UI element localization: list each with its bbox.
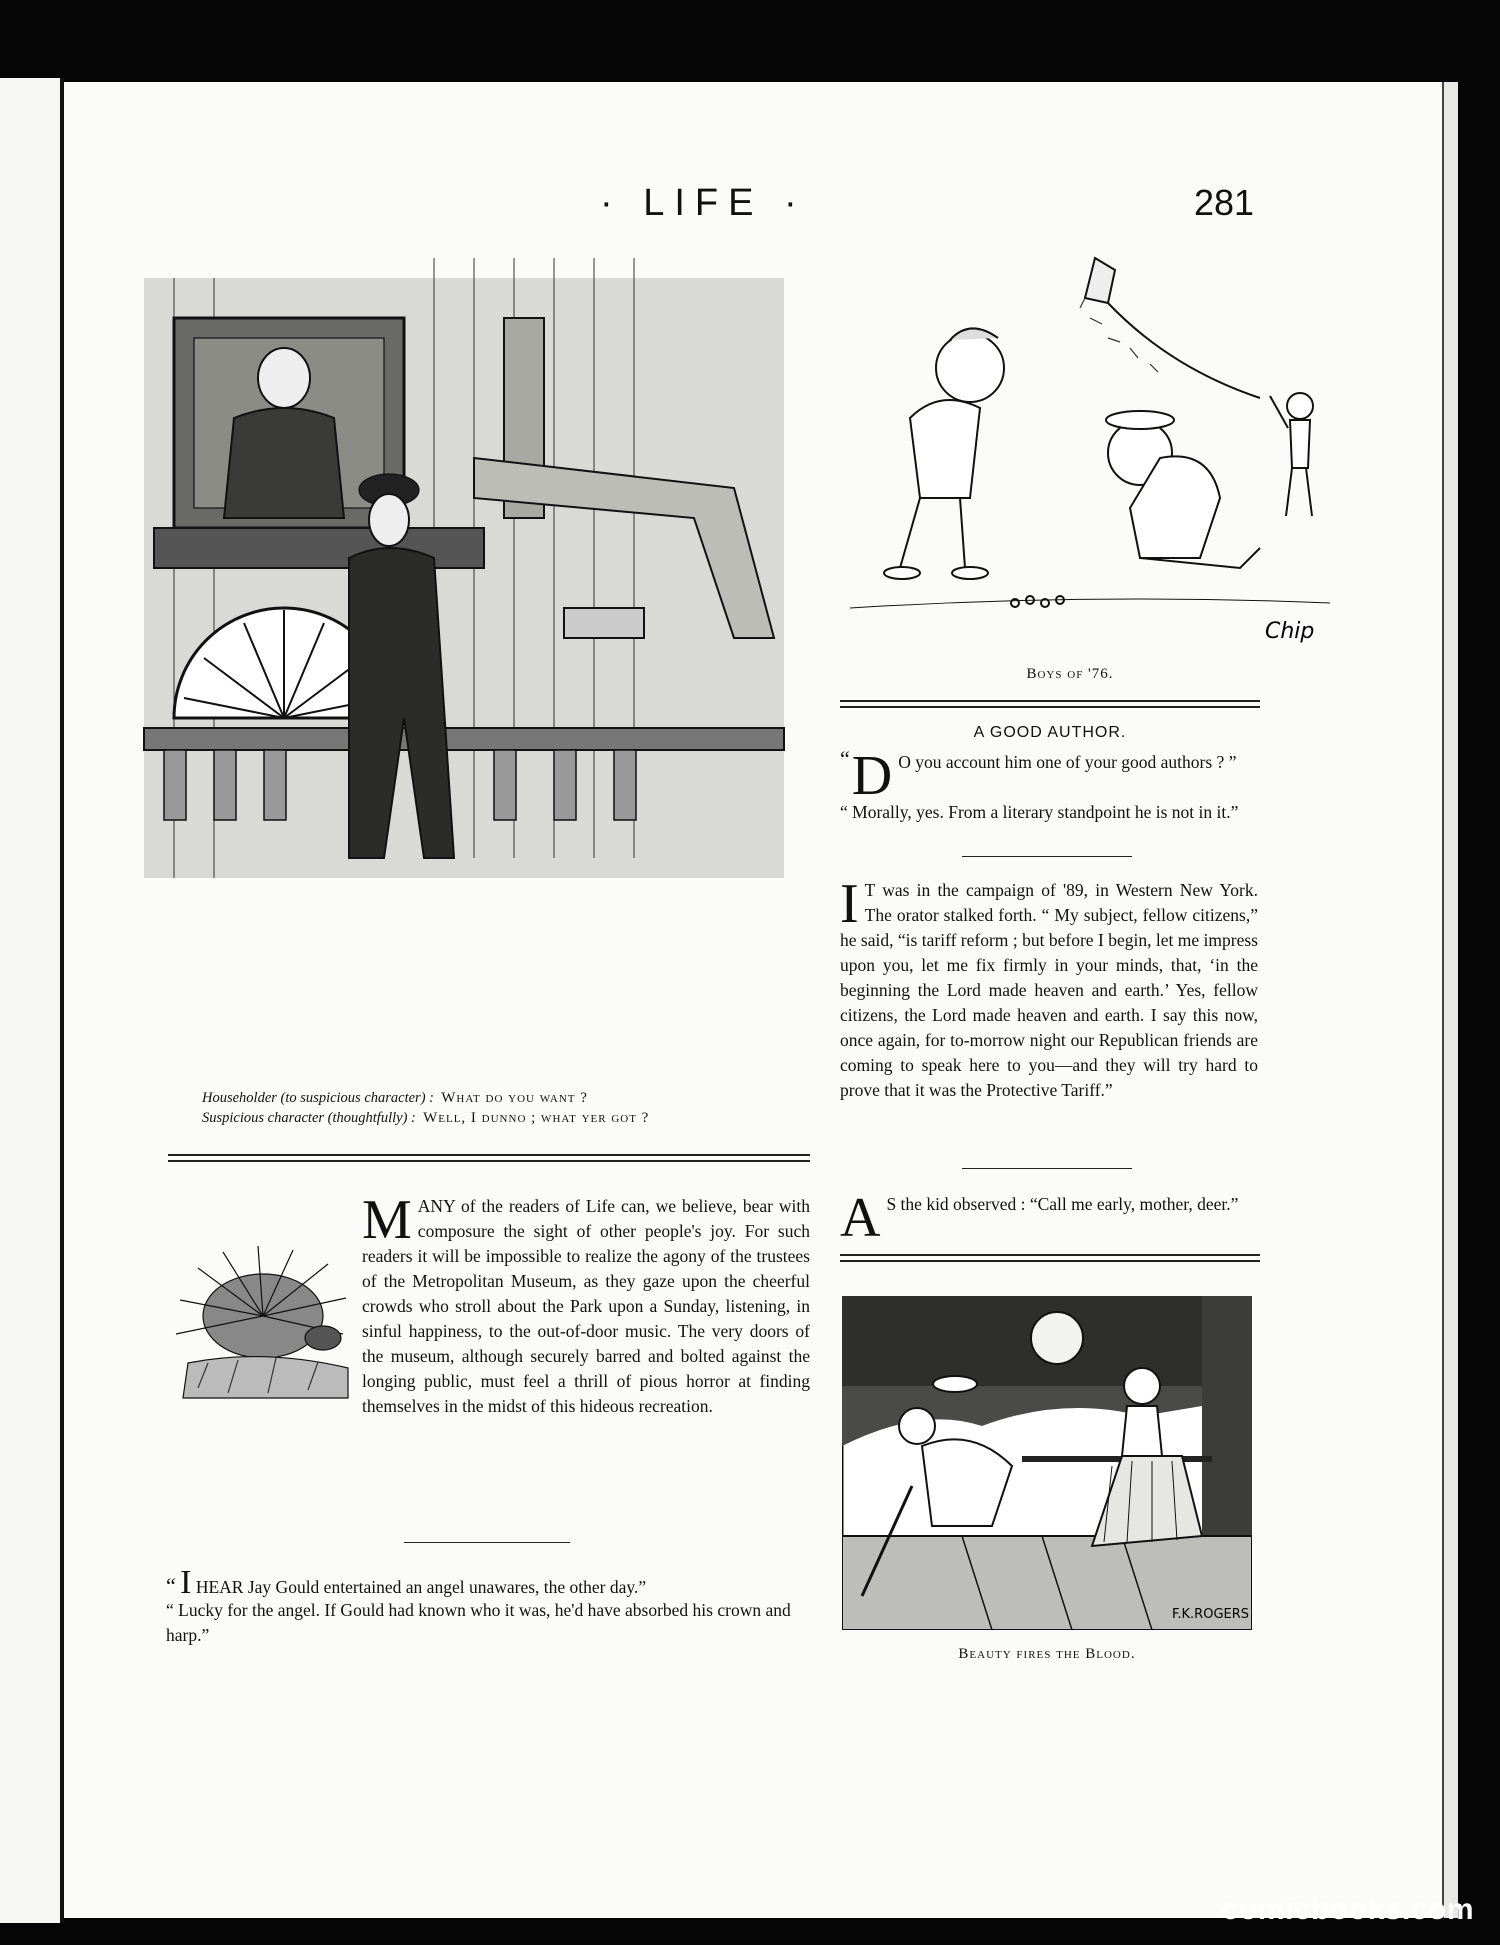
boys-signature: Chip [1265, 619, 1315, 644]
short-divider [962, 1168, 1132, 1169]
section-divider [168, 1154, 810, 1162]
dropcap: M [362, 1189, 412, 1251]
dropcap: A [840, 1187, 881, 1249]
gould-joke [166, 1564, 810, 1648]
dropcap: I [840, 873, 859, 935]
kid-paragraph [840, 1187, 1258, 1249]
boys-of-76-illustration [840, 248, 1340, 648]
good-author-text [840, 745, 1258, 825]
good-author-question: O you account him one of your good authors ? ” [898, 752, 1237, 772]
campaign-text: T was in the campaign of '89, in Western New York. The orator stalked forth. “ My subject, fellow citizens,” he said, “is tariff reform ; but before I begin, let me impress upon you, let me fix firmly in your minds, that, ‘in the beginning the Lord made heaven and earth.’ Yes, fellow citizens, the Lord made heaven and earth. I say this now, once again, for to-morrow night our Republican friends are coming to speak here to you—and they will try hard to prove that it was the Protective Tariff.” [840, 880, 1258, 1100]
beauty-fires-the-blood-illustration [842, 1296, 1252, 1630]
porcupine-illustration [168, 1238, 358, 1406]
beauty-caption: Beauty fires the Blood. [958, 1646, 1136, 1662]
page-edge [1442, 82, 1458, 1918]
gould-line1-text: HEAR Jay Gould entertained an angel unawares, the other day.” [195, 1577, 647, 1597]
campaign-paragraph [840, 873, 1258, 1103]
boys-caption: Boys of '76. [1026, 666, 1114, 682]
caption-speaker: Householder [202, 1090, 277, 1106]
beauty-signature: F.K.ROGERS [1172, 1607, 1250, 1622]
window-cartoon-caption-line2 [202, 1110, 649, 1127]
page-number: 281 [1194, 182, 1255, 223]
caption-speech: What do you want ? [441, 1090, 588, 1106]
caption-speech: Well, I dunno ; what yer got ? [423, 1110, 650, 1126]
dropcap: D [851, 745, 893, 807]
section-divider [840, 1254, 1260, 1262]
caption-direction: (to suspicious character) : [280, 1090, 434, 1106]
open-quote: “ [166, 1573, 176, 1598]
museum-paragraph [362, 1189, 810, 1419]
short-divider [404, 1542, 570, 1543]
window-cartoon-illustration [134, 258, 790, 1058]
good-author-heading: A GOOD AUTHOR. [973, 724, 1127, 741]
masthead-title: · LIFE · [600, 182, 807, 224]
section-divider [840, 700, 1260, 708]
caption-speaker: Suspicious character [202, 1110, 325, 1126]
gould-line1 [166, 1564, 810, 1601]
kid-text: S the kid observed : “Call me early, mother, deer.” [886, 1194, 1239, 1214]
previous-page-edge [0, 78, 64, 1923]
window-cartoon-caption-line1 [202, 1090, 588, 1107]
dropcap: I [180, 1564, 192, 1601]
short-divider [962, 856, 1132, 857]
caption-direction: (thoughtfully) : [327, 1110, 416, 1126]
gould-line2: “ Lucky for the angel. If Gould had known who it was, he'd have absorbed his crown and harp.” [166, 1600, 791, 1645]
good-author-answer: “ Morally, yes. From a literary standpoint he is not in it.” [840, 802, 1239, 822]
watermark: comicbooks.com [1221, 1893, 1474, 1926]
open-quote: “ [840, 746, 850, 771]
museum-text: ANY of the readers of Life can, we believe, bear with composure the sight of other people's joy. For such readers it will be impossible to realize the agony of the trustees of the Metropolitan Museum, as they gaze upon the cheerful crowds who stroll about the Park upon a Sunday, listening, in sinful happiness, to the out-of-door music. The very doors of the museum, although securely barred and bolted against the longing public, must feel a thrill of pious horror at finding themselves in the midst of this hideous recreation. [362, 1196, 810, 1416]
